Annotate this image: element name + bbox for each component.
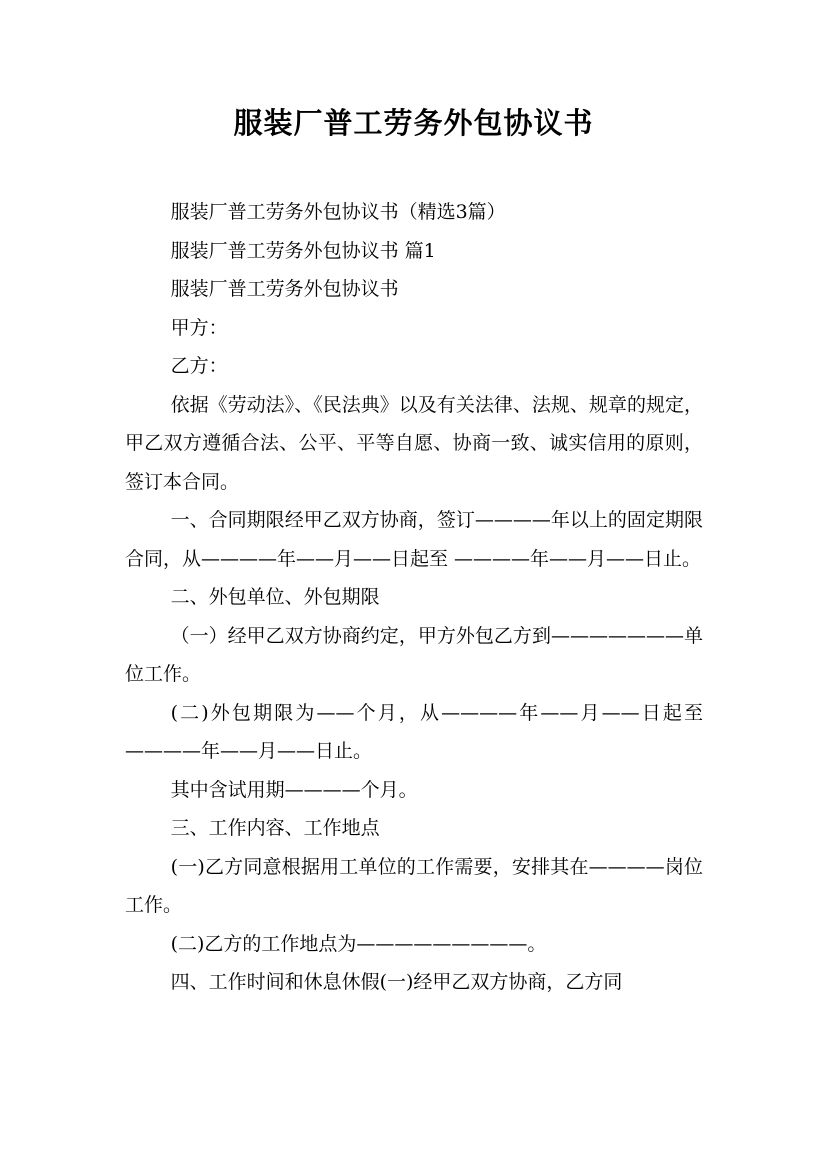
paragraph-part-heading: 服装厂普工劳务外包协议书 篇1 <box>170 239 436 262</box>
paragraph-section-2-heading: 二、外包单位、外包期限 <box>170 586 380 608</box>
paragraph-contract-term: 一、合同期限经甲乙双方协商，签订————年以上的固定期限合同，从————年——月——日起至 ————年——月——日止。 <box>125 509 703 570</box>
document-body <box>125 193 703 1002</box>
paragraph-section-3-heading: 三、工作内容、工作地点 <box>170 817 380 839</box>
paragraph-party-b: 乙方： <box>170 355 228 377</box>
paragraph-outsourcing-period: (二)外包期限为——个月，从————年——月——日起至 ————年——月——日止。 <box>125 701 703 762</box>
paragraph-work-location: (二)乙方的工作地点为—————————。 <box>170 932 547 955</box>
document-title: 服装厂普工劳务外包协议书 <box>233 106 594 140</box>
paragraph-outsourcing-unit: （一）经甲乙双方协商约定，甲方外包乙方到———————单位工作。 <box>125 624 703 685</box>
paragraph-job-position: (一)乙方同意根据用工单位的工作需要，安排其在————岗位工作。 <box>125 855 703 916</box>
paragraph-basis: 依据《劳动法》、《民法典》以及有关法律、法规、规章的规定，甲乙双方遵循合法、公平、平等自愿、协商一致、诚实信用的原则，签订本合同。 <box>125 393 703 493</box>
paragraph-probation: 其中含试用期————个月。 <box>170 778 418 801</box>
paragraph-party-a: 甲方： <box>170 316 228 339</box>
paragraph-subtitle: 服装厂普工劳务外包协议书（精选3篇） <box>170 201 506 223</box>
paragraph-section-4-heading: 四、工作时间和休息休假(一)经甲乙双方协商，乙方同 <box>170 971 623 993</box>
paragraph-agreement-title: 服装厂普工劳务外包协议书 <box>170 278 399 300</box>
